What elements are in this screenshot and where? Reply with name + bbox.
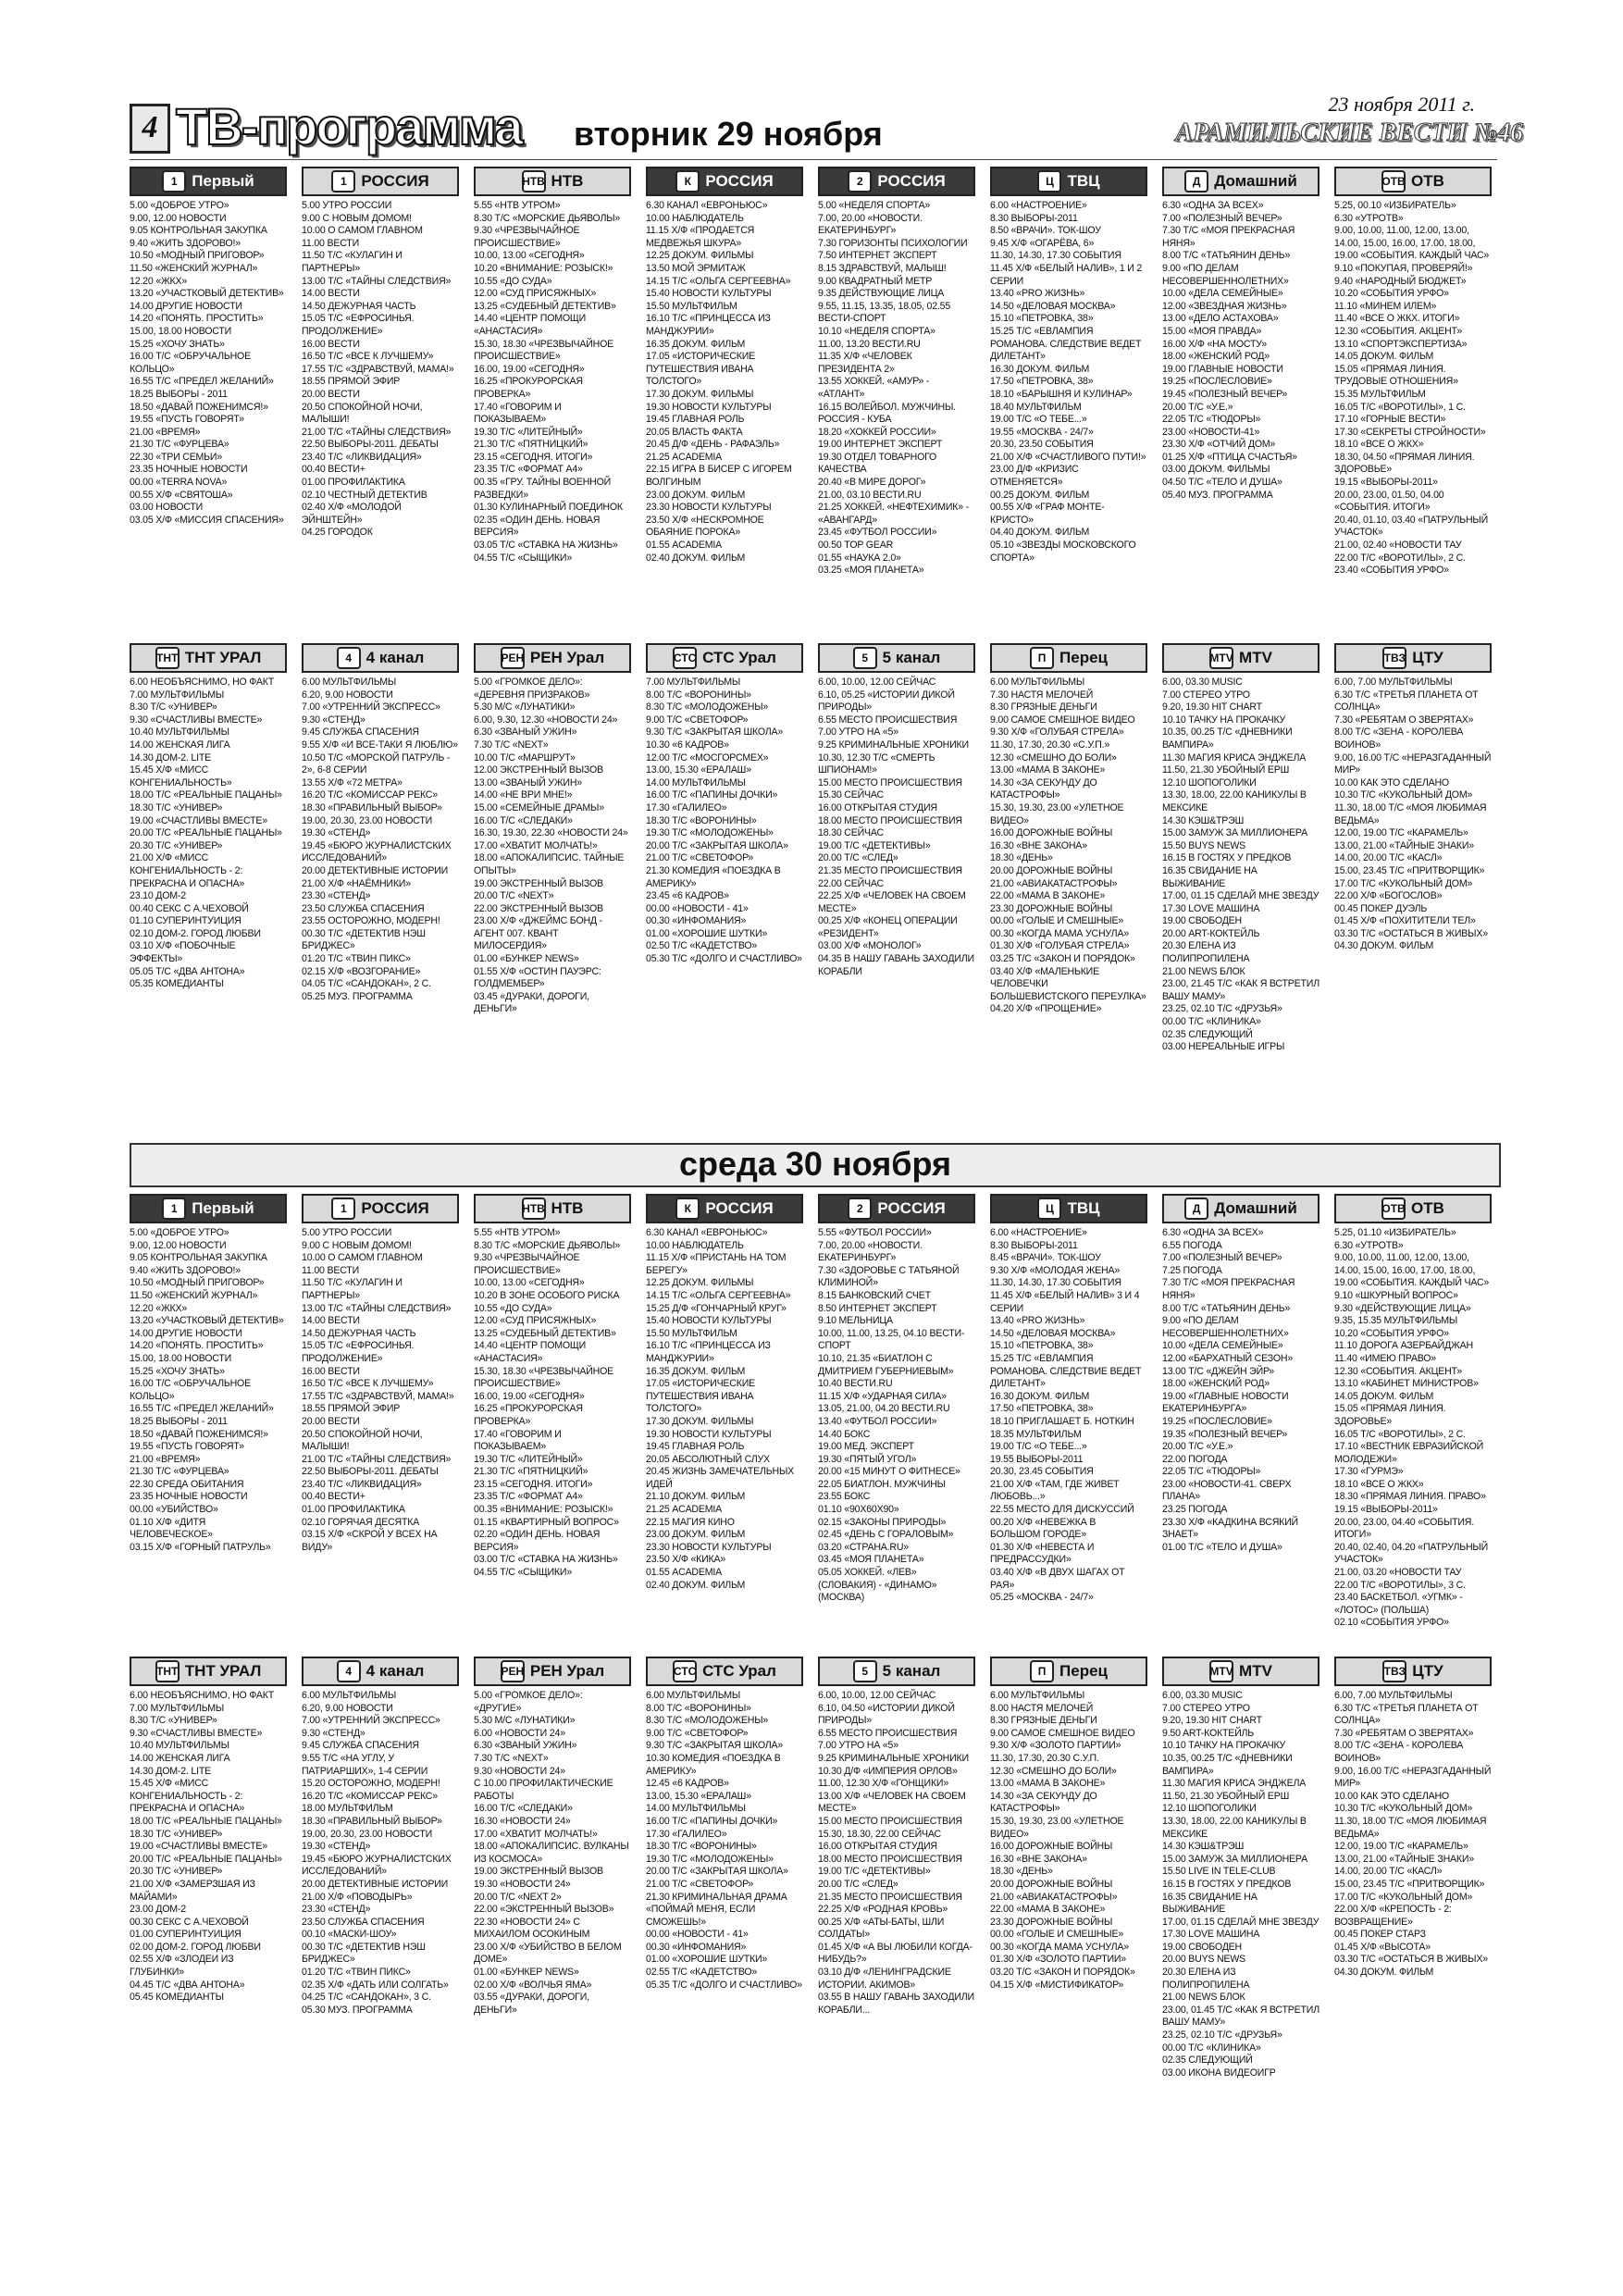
- channel-name: ТВЦ: [1067, 172, 1100, 190]
- channel-listings: 5.00 «ГРОМКОЕ ДЕЛО»: «ДЕРЕВНЯ ПРИЗРАКОВ» 5.30 М/С «ЛУНАТИКИ» 6.00, 9.30, 12.30 «НОВОСТИ 24» 6.30 «ЗВАНЫЙ УЖИН» 7.30 Т/С «NEXT» 10.00 Т/С «МАРШРУТ» 12.00 ЭКСТРЕННЫЙ ВЫЗОВ 13.00 «ЗВАНЫЙ УЖИН» 14.00 «НЕ ВРИ МНЕ!» 15.00 «СЕМЕЙНЫЕ ДРАМЫ» 16.00 Т/С «СЛЕДАКИ» 16.30, 19.30, 22.30 «НОВОСТИ 24» 17.00 «ХВАТИТ МОЛЧАТЬ!» 18.00 «АПОКАЛИПСИС. ТАЙНЫЕ ОПЫТЫ» 19.00 ЭКСТРЕННЫЙ ВЫЗОВ 20.00 Т/С «NEXT» 22.00 ЭКСТРЕННЫЙ ВЫЗОВ 23.00 Х/Ф «ДЖЕЙМС БОНД - АГЕНТ 007. КВАНТ МИЛОСЕРДИЯ» 01.00 «БУНКЕР NEWS» 01.55 Х/Ф «ОСТИН ПАУЭРС: ГОЛДМЕМБЕР» 03.45 «ДУРАКИ, ДОРОГИ, ДЕНЬГИ»: [474, 676, 628, 1015]
- channel-block: [474, 167, 631, 565]
- channel-block: [1162, 643, 1319, 1054]
- channel-name: СТС Урал: [702, 649, 776, 666]
- channel-listings: 6.00 МУЛЬТФИЛЬМЫ 8.00 Т/С «ВОРОНИНЫ» 8.30 Т/С «МОЛОДОЖЕНЫ» 9.00 Т/С «СВЕТОФОР» 9.30 Т/С «ЗАКРЫТАЯ ШКОЛА» 10.30 КОМЕДИЯ «ПОЕЗДКА В АМЕРИКУ» 12.45 «6 КАДРОВ» 13.00, 15.30 «ЕРАЛАШ» 14.00 МУЛЬТФИЛЬМЫ 16.00 Т/С «ПАПИНЫ ДОЧКИ» 17.30 «ГАЛИЛЕО» 18.30 Т/С «ВОРОНИНЫ» 19.30 Т/С «МОЛОДОЖЕНЫ» 20.00 Т/С «ЗАКРЫТАЯ ШКОЛА» 21.00 Т/С «СВЕТОФОР» 21.30 КРИМИНАЛЬНАЯ ДРАМА «ПОЙМАЙ МЕНЯ, ЕСЛИ СМОЖЕШЬ!» 00.00 «НОВОСТИ - 41» 00.30 «ИНФОМАНИЯ» 01.00 «ХОРОШИЕ ШУТКИ» 02.55 Т/С «КАДЕТСТВО» 05.35 Т/С «ДОЛГО И СЧАСТЛИВО»: [646, 1690, 802, 1991]
- channel-listings: 5.00 «ДОБРОЕ УТРО» 9.00, 12.00 НОВОСТИ 9.05 КОНТРОЛЬНАЯ ЗАКУПКА 9.40 «ЖИТЬ ЗДОРОВО!» 10.50 «МОДНЫЙ ПРИГОВОР» 11.50 «ЖЕНСКИЙ ЖУРНАЛ» 12.20 «ЖКХ» 13.20 «УЧАСТКОВЫЙ ДЕТЕКТИВ» 14.00 ДРУГИЕ НОВОСТИ 14.20 «ПОНЯТЬ. ПРОСТИТЬ» 15.00, 18.00 НОВОСТИ 15.25 «ХОЧУ ЗНАТЬ» 16.00 Т/С «ОБРУЧАЛЬНОЕ КОЛЬЦО» 16.55 Т/С «ПРЕДЕЛ ЖЕЛАНИЙ» 18.25 ВЫБОРЫ - 2011 18.50 «ДАВАЙ ПОЖЕНИМСЯ!» 19.55 «ПУСТЬ ГОВОРЯТ» 21.00 «ВРЕМЯ» 21.30 Т/С «ФУРЦЕВА» 22.30 «ТРИ СЕМЬИ» 23.35 НОЧНЫЕ НОВОСТИ 00.00 «TERRA NOVA» 00.55 Х/Ф «СВЯТОША» 03.00 НОВОСТИ 03.05 Х/Ф «МИССИЯ СПАСЕНИЯ»: [130, 200, 284, 526]
- channel-name: ТНТ УРАЛ: [184, 1662, 262, 1680]
- channel-header: [1162, 1194, 1319, 1223]
- channel-header: [302, 167, 459, 196]
- channel-logo-icon: НТВ: [522, 1198, 546, 1220]
- channel-logo-icon: 1: [331, 1198, 355, 1220]
- channel-header: [990, 167, 1147, 196]
- channel-name: РЕН Урал: [529, 1662, 605, 1680]
- channel-logo-icon: СТС: [673, 1660, 697, 1682]
- channel-logo-icon: Ц: [1037, 170, 1061, 192]
- channel-logo-icon: НТВ: [522, 170, 546, 192]
- channel-name: ЦТУ: [1412, 649, 1443, 666]
- issue-number: №46: [1473, 118, 1523, 147]
- channel-listings: 5.00 «ГРОМКОЕ ДЕЛО»: «ДРУГИЕ» 5.30 М/С «ЛУНАТИКИ» 6.00 «НОВОСТИ 24» 6.30 «ЗВАНЫЙ УЖИН» 7.30 Т/С «NEXT» 9.30 «НОВОСТИ 24» С 10.00 ПРОФИЛАКТИЧЕСКИЕ РАБОТЫ 16.00 Т/С «СЛЕДАКИ» 16.30 «НОВОСТИ 24» 17.00 «ХВАТИТ МОЛЧАТЬ!» 18.00 «АПОКАЛИПСИС. ВУЛКАНЫ ИЗ КОСМОСА» 19.00 ЭКСТРЕННЫЙ ВЫЗОВ 19.30 «НОВОСТИ 24» 20.00 Т/С «NEXT 2» 22.00 «ЭКСТРЕННЫЙ ВЫЗОВ» 22.30 «НОВОСТИ 24» С МИХАИЛОМ ОСОКИНЫМ 23.00 Х/Ф «УБИЙСТВО В БЕЛОМ ДОМЕ» 01.00 «БУНКЕР NEWS» 02.00 Х/Ф «ВОЛЧЬЯ ЯМА» 03.55 «ДУРАКИ, ДОРОГИ, ДЕНЬГИ»: [474, 1690, 629, 2016]
- channel-name: MTV: [1239, 649, 1272, 666]
- channel-header: [474, 643, 631, 673]
- channel-header: [130, 167, 287, 196]
- channel-logo-icon: Ц: [1037, 1198, 1061, 1220]
- channel-listings: 6.00, 03.30 MUSIC 7.00 СТЕРЕО УТРО 9.20, 19.30 HIT CHART 10.10 ТАЧКУ НА ПРОКАЧКУ 10.35, 00.25 Т/С «ДНЕВНИКИ ВАМПИРА» 11.30 МАГИЯ КРИСА ЭНДЖЕЛА 11.50, 21.30 УБОЙНЫЙ ЕРШ 12.10 ШОПОГОЛИКИ 13.30, 18.00, 22.00 КАНИКУЛЫ В МЕКСИКЕ 14.30 КЭШ&ТРЭШ 15.00 ЗАМУЖ ЗА МИЛЛИОНЕРА 15.50 BUYS NEWS 16.15 В ГОСТЯХ У ПРЕДКОВ 16.35 СВИДАНИЕ НА ВЫЖИВАНИЕ 17.00, 01.15 СДЕЛАЙ МНЕ ЗВЕЗДУ 17.30 LOVE МАШИНА 19.00 СВОБОДЕН 20.00 ART-КОКТЕЙЛЬ 20.30 ЕЛЕНА ИЗ ПОЛИПРОПИЛЕНА 21.00 NEWS БЛОК 23.00, 21.45 Т/С «КАК Я ВСТРЕТИЛ ВАШУ МАМУ» 23.25, 02.10 Т/С «ДРУЗЬЯ» 00.00 Т/С «КЛИНИКА» 02.35 СЛЕДУЮЩИЙ 03.00 НЕРЕАЛЬНЫЕ ИГРЫ: [1162, 676, 1319, 1053]
- channel-header: [818, 643, 975, 673]
- channel-listings: 5.00 «НЕДЕЛЯ СПОРТА» 7.00, 20.00 «НОВОСТИ. ЕКАТЕРИНБУРГ» 7.30 ГОРИЗОНТЫ ПСИХОЛОГИИ 7.50 ИНТЕРНЕТ ЭКСПЕРТ 8.15 ЗДРАВСТВУЙ, МАЛЫШ! 9.00 КВАДРАТНЫЙ МЕТР 9.35 ДЕЙСТВУЮЩИЕ ЛИЦА 9.55, 11.15, 13.35, 18.05, 02.55 ВЕСТИ-СПОРТ 10.10 «НЕДЕЛЯ СПОРТА» 11.00, 13.20 ВЕСТИ.RU 11.35 Х/Ф «ЧЕЛОВЕК ПРЕЗИДЕНТА 2» 13.55 ХОККЕЙ. «АМУР» - «АТЛАНТ» 16.15 ВОЛЕЙБОЛ. МУЖЧИНЫ. РОССИЯ - КУБА 18.20 «ХОККЕЙ РОССИИ» 19.00 ИНТЕРНЕТ ЭКСПЕРТ 19.30 ОТДЕЛ ТОВАРНОГО КАЧЕСТВА 20.40 «В МИРЕ ДОРОГ» 21.00, 03.10 ВЕСТИ.RU 21.25 ХОККЕЙ. «НЕФТЕХИМИК» - «АВАНГАРД» 23.45 «ФУТБОЛ РОССИИ» 00.50 TOP GEAR 01.55 «НАУКА 2.0» 03.25 «МОЯ ПЛАНЕТА»: [818, 200, 969, 577]
- channel-name: 4 канал: [365, 649, 425, 666]
- channel-listings: 6.30 КАНАЛ «ЕВРОНЬЮС» 10.00 НАБЛЮДАТЕЛЬ 11.15 Х/Ф «ПРИСТАНЬ НА ТОМ БЕРЕГУ» 12.25 ДОКУМ. ФИЛЬМЫ 14.15 Т/С «ОЛЬГА СЕРГЕЕВНА» 15.25 Д/Ф «ГОНЧАРНЫЙ КРУГ» 15.40 НОВОСТИ КУЛЬТУРЫ 15.50 МУЛЬТФИЛЬМ 16.10 Т/С «ПРИНЦЕССА ИЗ МАНДЖУРИИ» 16.35 ДОКУМ. ФИЛЬМ 17.05 «ИСТОРИЧЕСКИЕ ПУТЕШЕСТВИЯ ИВАНА ТОЛСТОГО» 17.30 ДОКУМ. ФИЛЬМЫ 19.30 НОВОСТИ КУЛЬТУРЫ 19.45 ГЛАВНАЯ РОЛЬ 20.05 АБСОЛЮТНЫЙ СЛУХ 20.45 ЖИЗНЬ ЗАМЕЧАТЕЛЬНЫХ ИДЕЙ 21.10 ДОКУМ. ФИЛЬМ 21.25 ACADEMIA 22.15 МАГИЯ КИНО 23.00 ДОКУМ. ФИЛЬМ 23.30 НОВОСТИ КУЛЬТУРЫ 23.50 Х/Ф «КИКА» 01.55 ACADEMIA 02.40 ДОКУМ. ФИЛЬМ: [646, 1227, 794, 1591]
- header-rule: [130, 159, 1497, 160]
- channel-header: [990, 643, 1147, 673]
- channel-header: [302, 1194, 459, 1223]
- channel-listings: 5.00 УТРО РОССИИ 9.00 С НОВЫМ ДОМОМ! 10.00 О САМОМ ГЛАВНОМ 11.00 ВЕСТИ 11.50 Т/С «КУЛАГИН И ПАРТНЕРЫ» 13.00 Т/С «ТАЙНЫ СЛЕДСТВИЯ» 14.00 ВЕСТИ 14.50 ДЕЖУРНАЯ ЧАСТЬ 15.05 Т/С «ЕФРОСИНЬЯ. ПРОДОЛЖЕНИЕ» 16.00 ВЕСТИ 16.50 Т/С «ВСЕ К ЛУЧШЕМУ» 17.55 Т/С «ЗДРАВСТВУЙ, МАМА!» 18.55 ПРЯМОЙ ЭФИР 20.00 ВЕСТИ 20.50 СПОКОЙНОЙ НОЧИ, МАЛЫШИ! 21.00 Т/С «ТАЙНЫ СЛЕДСТВИЯ» 22.50 ВЫБОРЫ-2011. ДЕБАТЫ 23.40 Т/С «ЛИКВИДАЦИЯ» 00.40 ВЕСТИ+ 01.00 ПРОФИЛАКТИКА 02.10 ГОРЯЧАЯ ДЕСЯТКА 03.15 Х/Ф «СКРОЙ У ВСЕХ НА ВИДУ»: [302, 1227, 454, 1553]
- channel-header: [302, 1657, 459, 1686]
- channel-header: [130, 643, 287, 673]
- channel-listings: 7.00 МУЛЬТФИЛЬМЫ 8.00 Т/С «ВОРОНИНЫ» 8.30 Т/С «МОЛОДОЖЕНЫ» 9.00 Т/С «СВЕТОФОР» 9.30 Т/С «ЗАКРЫТАЯ ШКОЛА» 10.30 «6 КАДРОВ» 12.00 Т/С «МОСГОРСМЕХ» 13.00, 15.30 «ЕРАЛАШ» 14.00 МУЛЬТФИЛЬМЫ 16.00 Т/С «ПАПИНЫ ДОЧКИ» 17.30 «ГАЛИЛЕО» 18.30 Т/С «ВОРОНИНЫ» 19.30 Т/С «МОЛОДОЖЕНЫ» 20.00 Т/С «ЗАКРЫТАЯ ШКОЛА» 21.00 Т/С «СВЕТОФОР» 21.30 КОМЕДИЯ «ПОЕЗДКА В АМЕРИКУ» 23.45 «6 КАДРОВ» 00.00 «НОВОСТИ - 41» 00.30 «ИНФОМАНИЯ» 01.00 «ХОРОШИЕ ШУТКИ» 02.50 Т/С «КАДЕТСТВО» 05.30 Т/С «ДОЛГО И СЧАСТЛИВО»: [646, 676, 802, 965]
- channel-header: [1334, 1194, 1492, 1223]
- channel-listings: 5.55 «НТВ УТРОМ» 8.30 Т/С «МОРСКИЕ ДЬЯВОЛЫ» 9.30 «ЧРЕЗВЫЧАЙНОЕ ПРОИСШЕСТВИЕ» 10.00, 13.00 «СЕГОДНЯ» 10.20 «ВНИМАНИЕ: РОЗЫСК!» 10.55 «ДО СУДА» 12.00 «СУД ПРИСЯЖНЫХ» 13.25 «СУДЕБНЫЙ ДЕТЕКТИВ» 14.40 «ЦЕНТР ПОМОЩИ «АНАСТАСИЯ» 15.30, 18.30 «ЧРЕЗВЫЧАЙНОЕ ПРОИСШЕСТВИЕ» 16.00, 19.00 «СЕГОДНЯ» 16.25 «ПРОКУРОРСКАЯ ПРОВЕРКА» 17.40 «ГОВОРИМ И ПОКАЗЫВАЕМ» 19.30 Т/С «ЛИТЕЙНЫЙ» 21.30 Т/С «ПЯТНИЦКИЙ» 23.15 «СЕГОДНЯ. ИТОГИ» 23.35 Т/С «ФОРМАТ А4» 00.35 «ГРУ. ТАЙНЫ ВОЕННОЙ РАЗВЕДКИ» 01.30 КУЛИНАРНЫЙ ПОЕДИНОК 02.35 «ОДИН ДЕНЬ. НОВАЯ ВЕРСИЯ» 03.05 Т/С «СТАВКА НА ЖИЗНЬ» 04.55 Т/С «СЫЩИКИ»: [474, 200, 623, 564]
- channel-header: [1334, 167, 1492, 196]
- channel-header: [646, 167, 803, 196]
- channel-name: Домашний: [1214, 172, 1297, 190]
- channel-listings: 5.25, 00.10 «ИЗБИРАТЕЛЬ» 6.30 «УТРОТВ» 9.00, 10.00, 11.00, 12.00, 13.00, 14.00, 15.00, 16.00, 17.00, 18.00, 19.00 «СОБЫТИЯ. КАЖДЫЙ ЧАС» 9.10 «ПОКУПАЯ, ПРОВЕРЯЙ!» 9.40 «НАРОДНЫЙ БЮДЖЕТ» 10.20 «СОБЫТИЯ УРФО» 11.10 «МИНЕМ ИЛЕМ» 11.40 «ВСЕ О ЖКХ. ИТОГИ» 12.30 «СОБЫТИЯ. АКЦЕНТ» 13.10 «СПОРТЭКСПЕРТИЗА» 14.05 ДОКУМ. ФИЛЬМ 15.05 «ПРЯМАЯ ЛИНИЯ. ТРУДОВЫЕ ОТНОШЕНИЯ» 15.35 МУЛЬТФИЛЬМ 16.05 Т/С «ВОРОТИЛЫ», 1 С. 17.10 «ГОРНЫЕ ВЕСТИ» 17.30 «СЕКРЕТЫ СТРОЙНОСТИ» 18.10 «ВСЕ О ЖКХ» 18.30, 04.50 «ПРЯМАЯ ЛИНИЯ. ЗДОРОВЬЕ» 19.15 «ВЫБОРЫ-2011» 20.00, 23.00, 01.50, 04.00 «СОБЫТИЯ. ИТОГИ» 20.40, 01.10, 03.40 «ПАТРУЛЬНЫЙ УЧАСТОК» 21.00, 02.40 «НОВОСТИ ТАУ 22.00 Т/С «ВОРОТИЛЫ», 2 С. 23.40 «СОБЫТИЯ УРФО»: [1334, 200, 1490, 577]
- channel-header: [1162, 1657, 1319, 1686]
- channel-header: [474, 1657, 631, 1686]
- channel-name: НТВ: [551, 1199, 584, 1217]
- channel-name: 4 канал: [365, 1662, 425, 1680]
- channel-listings: 5.55 «НТВ УТРОМ» 8.30 Т/С «МОРСКИЕ ДЬЯВОЛЫ» 9.30 «ЧРЕЗВЫЧАЙНОЕ ПРОИСШЕСТВИЕ» 10.00, 13.00 «СЕГОДНЯ» 10.20 В ЗОНЕ ОСОБОГО РИСКА 10.55 «ДО СУДА» 12.00 «СУД ПРИСЯЖНЫХ» 13.25 «СУДЕБНЫЙ ДЕТЕКТИВ» 14.40 «ЦЕНТР ПОМОЩИ «АНАСТАСИЯ» 15.30, 18.30 «ЧРЕЗВЫЧАЙНОЕ ПРОИСШЕСТВИЕ» 16.00, 19.00 «СЕГОДНЯ» 16.25 «ПРОКУРОРСКАЯ ПРОВЕРКА» 17.40 «ГОВОРИМ И ПОКАЗЫВАЕМ» 19.30 Т/С «ЛИТЕЙНЫЙ» 21.30 Т/С «ПЯТНИЦКИЙ» 23.15 «СЕГОДНЯ. ИТОГИ» 23.35 Т/С «ФОРМАТ А4» 00.35 «ВНИМАНИЕ: РОЗЫСК!» 01.15 «КВАРТИРНЫЙ ВОПРОС» 02.20 «ОДИН ДЕНЬ. НОВАЯ ВЕРСИЯ» 03.00 Т/С «СТАВКА НА ЖИЗНЬ» 04.55 Т/С «СЫЩИКИ»: [474, 1227, 621, 1579]
- channel-listings: 6.30 КАНАЛ «ЕВРОНЬЮС» 10.00 НАБЛЮДАТЕЛЬ 11.15 Х/Ф «ПРОДАЕТСЯ МЕДВЕЖЬЯ ШКУРА» 12.25 ДОКУМ. ФИЛЬМЫ 13.50 МОЙ ЭРМИТАЖ 14.15 Т/С «ОЛЬГА СЕРГЕЕВНА» 15.40 НОВОСТИ КУЛЬТУРЫ 15.50 МУЛЬТФИЛЬМ 16.10 Т/С «ПРИНЦЕССА ИЗ МАНДЖУРИИ» 16.35 ДОКУМ. ФИЛЬМ 17.05 «ИСТОРИЧЕСКИЕ ПУТЕШЕСТВИЯ ИВАНА ТОЛСТОГО» 17.30 ДОКУМ. ФИЛЬМЫ 19.30 НОВОСТИ КУЛЬТУРЫ 19.45 ГЛАВНАЯ РОЛЬ 20.05 ВЛАСТЬ ФАКТА 20.45 Д/Ф «ДЕНЬ - РАФАЭЛЬ» 21.25 ACADEMIA 22.15 ИГРА В БИСЕР С ИГОРЕМ ВОЛГИНЫМ 23.00 ДОКУМ. ФИЛЬМ 23.30 НОВОСТИ КУЛЬТУРЫ 23.50 Х/Ф «НЕСКРОМНОЕ ОБАЯНИЕ ПОРОКА» 01.55 ACADEMIA 02.40 ДОКУМ. ФИЛЬМ: [646, 200, 792, 564]
- channel-logo-icon: К: [675, 170, 700, 192]
- channel-header: [818, 167, 975, 196]
- channel-listings: 6.00 МУЛЬТФИЛЬМЫ 8.00 НАСТЯ МЕЛОЧЕЙ 8.30 ГРЯЗНЫЕ ДЕНЬГИ 9.00 САМОЕ СМЕШНОЕ ВИДЕО 9.30 Х/Ф «ЗОЛОТО ПАРТИИ» 11.30, 17.30, 20.30 С.У.П. 12.30 «СМЕШНО ДО БОЛИ» 13.00 «МАМА В ЗАКОНЕ» 14.30 «ЗА СЕКУНДУ ДО КАТАСТРОФЫ» 15.30, 19.30, 23.00 «УЛЕТНОЕ ВИДЕО» 16.00 ДОРОЖНЫЕ ВОЙНЫ 16.30 «ВНЕ ЗАКОНА» 18.30 «ДЕНЬ» 20.00 ДОРОЖНЫЕ ВОЙНЫ 21.00 «АВИАКАТАСТРОФЫ» 22.00 «МАМА В ЗАКОНЕ» 23.30 ДОРОЖНЫЕ ВОЙНЫ 00.00 «ГОЛЫЕ И СМЕШНЫЕ» 00.30 «КОГДА МАМА УСНУЛА» 01.30 Х/Ф «ЗОЛОТО ПАРТИИ» 03.20 Т/С «ЗАКОН И ПОРЯДОК» 04.15 Х/Ф «МИСТИФИКАТОР»: [990, 1690, 1135, 1991]
- channel-block: [818, 643, 975, 978]
- channel-block: [1334, 167, 1492, 577]
- channel-name: РОССИЯ: [361, 172, 429, 190]
- channel-header: [1334, 643, 1492, 673]
- issue-date: 23 ноября 2011 г.: [1328, 93, 1475, 116]
- channel-name: ТВЦ: [1067, 1199, 1100, 1217]
- channel-block: [130, 167, 287, 527]
- channel-block: [130, 1194, 287, 1554]
- channel-logo-icon: Д: [1184, 170, 1208, 192]
- channel-name: ЦТУ: [1412, 1662, 1443, 1680]
- channel-header: [646, 1194, 803, 1223]
- channel-listings: 6.00, 7.00 МУЛЬТФИЛЬМЫ 6.30 Т/С «ТРЕТЬЯ ПЛАНЕТА ОТ СОЛНЦА» 7.30 «РЕБЯТАМ О ЗВЕРЯТАХ» 8.00 Т/С «ЗЕНА - КОРОЛЕВА ВОИНОВ» 9.00, 16.00 Т/С «НЕРАЗГАДАННЫЙ МИР» 10.00 КАК ЭТО СДЕЛАНО 10.30 Т/С «КУКОЛЬНЫЙ ДОМ» 11.30, 18.00 Т/С «МОЯ ЛЮБИМАЯ ВЕДЬМА» 12.00, 19.00 Т/С «КАРАМЕЛЬ» 13.00, 21.00 «ТАЙНЫЕ ЗНАКИ» 14.00, 20.00 Т/С «КАСЛ» 15.00, 23.45 Т/С «ПРИТВОРЩИК» 17.00 Т/С «КУКОЛЬНЫЙ ДОМ» 22.00 Х/Ф «КРЕПОСТЬ - 2: ВОЗВРАЩЕНИЕ» 00.45 ПОКЕР СТАРЗ 01.45 Х/Ф «ВЫСОТА» 03.30 Т/С «ОСТАТЬСЯ В ЖИВЫХ» 04.30 ДОКУМ. ФИЛЬМ: [1334, 1690, 1492, 1979]
- channel-listings: 6.00 МУЛЬТФИЛЬМЫ 6.20, 9.00 НОВОСТИ 7.00 «УТРЕННИЙ ЭКСПРЕСС» 9.30 «СТЕНД» 9.45 СЛУЖБА СПАСЕНИЯ 9.55 Х/Ф «И ВСЕ-ТАКИ Я ЛЮБЛЮ» 10.50 Т/С «МОРСКОЙ ПАТРУЛЬ - 2», 6-8 СЕРИИ 13.55 Х/Ф «72 МЕТРА» 16.20 Т/С «КОМИССАР РЕКС» 18.30 «ПРАВИЛЬНЫЙ ВЫБОР» 19.00, 20.30, 23.00 НОВОСТИ 19.30 «СТЕНД» 19.45 «БЮРО ЖУРНАЛИСТСКИХ ИССЛЕДОВАНИЙ» 20.00 ДЕТЕКТИВНЫЕ ИСТОРИИ 21.00 Х/Ф «НАЁМНИКИ» 23.30 «СТЕНД» 23.50 СЛУЖБА СПАСЕНИЯ 23.55 ОСТОРОЖНО, МОДЕРН! 00.30 Т/С «ДЕТЕКТИВ НЭШ БРИДЖЕС» 01.20 Т/С «ТВИН ПИКС» 02.15 Х/Ф «ВОЗГОРАНИЕ» 04.05 Т/С «САНДОКАН», 2 С. 05.25 МУЗ. ПРОГРАММА: [302, 676, 458, 1002]
- channel-listings: 6.00 МУЛЬТФИЛЬМЫ 6.20, 9.00 НОВОСТИ 7.00 «УТРЕННИЙ ЭКСПРЕСС» 9.30 «СТЕНД» 9.45 СЛУЖБА СПАСЕНИЯ 9.55 Т/С «НА УГЛУ, У ПАТРИАРШИХ», 1-4 СЕРИИ 15.20 ОСТОРОЖНО, МОДЕРН! 16.20 Т/С «КОМИССАР РЕКС» 18.00 МУЛЬТФИЛЬМ 18.30 «ПРАВИЛЬНЫЙ ВЫБОР» 19.00, 20.30, 23.00 НОВОСТИ 19.30 «СТЕНД» 19.45 «БЮРО ЖУРНАЛИСТСКИХ ИССЛЕДОВАНИЙ» 20.00 ДЕТЕКТИВНЫЕ ИСТОРИИ 21.00 Х/Ф «ПОВОДЫРЬ» 23.30 «СТЕНД» 23.50 СЛУЖБА СПАСЕНИЯ 00.10 «МАСКИ-ШОУ» 00.30 Т/С «ДЕТЕКТИВ НЭШ БРИДЖЕС» 01.20 Т/С «ТВИН ПИКС» 02.35 Х/Ф «ДАТЬ ИЛИ СОЛГАТЬ» 04.25 Т/С «САНДОКАН», 3 С. 05.30 МУЗ. ПРОГРАММА: [302, 1690, 452, 2016]
- channel-block: [302, 1194, 459, 1554]
- channel-header: [1162, 643, 1319, 673]
- channel-block: [1162, 1657, 1319, 2079]
- channel-name: РОССИЯ: [361, 1199, 429, 1217]
- channel-listings: 6.00, 03.30 MUSIC 7.00 СТЕРЕО УТРО 9.20, 19.30 HIT CHART 9.50 ART-КОКТЕЙЛЬ 10.10 ТАЧКУ НА ПРОКАЧКУ 10.35, 00.25 Т/С «ДНЕВНИКИ ВАМПИРА» 11.30 МАГИЯ КРИСА ЭНДЖЕЛА 11.50, 21.30 УБОЙНЫЙ ЕРШ 12.10 ШОПОГОЛИКИ 13.30, 18.00, 22.00 КАНИКУЛЫ В МЕКСИКЕ 14.30 КЭШ&ТРЭШ 15.00 ЗАМУЖ ЗА МИЛЛИОНЕРА 15.50 LIVE IN TELE-CLUB 16.15 В ГОСТЯХ У ПРЕДКОВ 16.35 СВИДАНИЕ НА ВЫЖИВАНИЕ 17.00, 01.15 СДЕЛАЙ МНЕ ЗВЕЗДУ 17.30 LOVE МАШИНА 19.00 СВОБОДЕН 20.00 BUYS NEWS 20.30 ЕЛЕНА ИЗ ПОЛИПРОПИЛЕНА 21.00 NEWS БЛОК 23.00, 01.45 Т/С «КАК Я ВСТРЕТИЛ ВАШУ МАМУ» 23.25, 02.10 Т/С «ДРУЗЬЯ» 00.00 Т/С «КЛИНИКА» 02.35 СЛЕДУЮЩИЙ 03.00 ИКОНА ВИДЕОИГР: [1162, 1690, 1319, 2079]
- channel-logo-icon: ОТВ: [1381, 1198, 1406, 1220]
- channel-listings: 5.00 УТРО РОССИИ 9.00 С НОВЫМ ДОМОМ! 10.00 О САМОМ ГЛАВНОМ 11.00 ВЕСТИ 11.50 Т/С «КУЛАГИН И ПАРТНЕРЫ» 13.00 Т/С «ТАЙНЫ СЛЕДСТВИЯ» 14.00 ВЕСТИ 14.50 ДЕЖУРНАЯ ЧАСТЬ 15.05 Т/С «ЕФРОСИНЬЯ. ПРОДОЛЖЕНИЕ» 16.00 ВЕСТИ 16.50 Т/С «ВСЕ К ЛУЧШЕМУ» 17.55 Т/С «ЗДРАВСТВУЙ, МАМА!» 18.55 ПРЯМОЙ ЭФИР 20.00 ВЕСТИ 20.50 СПОКОЙНОЙ НОЧИ, МАЛЫШИ! 21.00 Т/С «ТАЙНЫ СЛЕДСТВИЯ» 22.50 ВЫБОРЫ-2011. ДЕБАТЫ 23.40 Т/С «ЛИКВИДАЦИЯ» 00.40 ВЕСТИ+ 01.00 ПРОФИЛАКТИКА 02.10 ЧЕСТНЫЙ ДЕТЕКТИВ 02.40 Х/Ф «МОЛОДОЙ ЭЙНШТЕЙН» 04.25 ГОРОДОК: [302, 200, 454, 539]
- channel-header: [646, 1657, 803, 1686]
- channel-block: [474, 1194, 631, 1580]
- channel-logo-icon: ТВЗ: [1382, 647, 1406, 669]
- channel-logo-icon: MTV: [1209, 1660, 1233, 1682]
- channel-name: ТНТ УРАЛ: [184, 649, 262, 666]
- channel-header: [990, 1657, 1147, 1686]
- wednesday-band: [130, 1143, 1501, 1187]
- channel-name: РОССИЯ: [877, 1199, 946, 1217]
- channel-logo-icon: ТВЗ: [1382, 1660, 1406, 1682]
- channel-logo-icon: MTV: [1209, 647, 1233, 669]
- channel-block: [990, 1657, 1147, 1992]
- channel-listings: 6.00 «НАСТРОЕНИЕ» 8.30 ВЫБОРЫ-2011 8.50 «ВРАЧИ». ТОК-ШОУ 9.45 Х/Ф «ОГАРЁВА, 6» 11.30, 14.30, 17.30 СОБЫТИЯ 11.45 Х/Ф «БЕЛЫЙ НАЛИВ», 1 И 2 СЕРИИ 13.40 «PRO ЖИЗНЬ» 14.50 «ДЕЛОВАЯ МОСКВА» 15.10 «ПЕТРОВКА, 38» 15.25 Т/С «ЕВЛАМПИЯ РОМАНОВА. СЛЕДСТВИЕ ВЕДЕТ ДИЛЕТАНТ» 16.30 ДОКУМ. ФИЛЬМ 17.50 «ПЕТРОВКА, 38» 18.10 «БАРЫШНЯ И КУЛИНАР» 18.40 МУЛЬТФИЛЬМ 19.00 Т/С «О ТЕБЕ...» 19.55 «МОСКВА - 24/7» 20.30, 23.50 СОБЫТИЯ 21.00 Х/Ф «СЧАСТЛИВОГО ПУТИ!» 23.00 Д/Ф «КРИЗИС ОТМЕНЯЕТСЯ» 00.25 ДОКУМ. ФИЛЬМ 00.55 Х/Ф «ГРАФ МОНТЕ-КРИСТО» 04.40 ДОКУМ. ФИЛЬМ 05.10 «ЗВЕЗДЫ МОСКОВСКОГО СПОРТА»: [990, 200, 1146, 564]
- channel-header: [130, 1194, 287, 1223]
- channel-logo-icon: СТС: [673, 647, 697, 669]
- newspaper-masthead: [1175, 118, 1523, 148]
- channel-name: 5 канал: [882, 1662, 941, 1680]
- channel-header: [1162, 167, 1319, 196]
- channel-logo-icon: 1: [331, 170, 355, 192]
- channel-listings: 6.00 НЕОБЪЯСНИМО, НО ФАКТ 7.00 МУЛЬТФИЛЬМЫ 8.30 Т/С «УНИВЕР» 9.30 «СЧАСТЛИВЫ ВМЕСТЕ» 10.40 МУЛЬТФИЛЬМЫ 14.00 ЖЕНСКАЯ ЛИГА 14.30 ДОМ-2. LITE 15.45 Х/Ф «МИСС КОНГЕНИАЛЬНОСТЬ» 18.00 Т/С «РЕАЛЬНЫЕ ПАЦАНЫ» 18.30 Т/С «УНИВЕР» 19.00 «СЧАСТЛИВЫ ВМЕСТЕ» 20.00 Т/С «РЕАЛЬНЫЕ ПАЦАНЫ» 20.30 Т/С «УНИВЕР» 21.00 Х/Ф «МИСС КОНГЕНИАЛЬНОСТЬ - 2: ПРЕКРАСНА И ОПАСНА» 23.10 ДОМ-2 00.40 СЕКС С А.ЧЕХОВОЙ 01.10 СУПЕРИНТУИЦИЯ 02.10 ДОМ-2. ГОРОД ЛЮБВИ 03.10 Х/Ф «ПОБОЧНЫЕ ЭФФЕКТЫ» 05.05 Т/С «ДВА АНТОНА» 05.35 КОМЕДИАНТЫ: [130, 676, 282, 990]
- channel-logo-icon: ТНТ: [155, 1660, 180, 1682]
- channel-block: [646, 643, 803, 966]
- channel-name: РЕН Урал: [529, 649, 605, 666]
- channel-header: [474, 167, 631, 196]
- channel-block: [1162, 167, 1319, 502]
- channel-logo-icon: 2: [848, 1198, 872, 1220]
- channel-name: Первый: [192, 1199, 254, 1217]
- channel-logo-icon: 5: [853, 1660, 877, 1682]
- channel-block: [474, 1657, 631, 2017]
- channel-name: Перец: [1059, 649, 1108, 666]
- channel-logo-icon: 2: [848, 170, 872, 192]
- channel-listings: 6.00 НЕОБЪЯСНИМО, НО ФАКТ 7.00 МУЛЬТФИЛЬМЫ 8.30 Т/С «УНИВЕР» 9.30 «СЧАСТЛИВЫ ВМЕСТЕ» 10.40 МУЛЬТФИЛЬМЫ 14.00 ЖЕНСКАЯ ЛИГА 14.30 ДОМ-2. LITE 15.45 Х/Ф «МИСС КОНГЕНИАЛЬНОСТЬ - 2: ПРЕКРАСНА И ОПАСНА» 18.00 Т/С «РЕАЛЬНЫЕ ПАЦАНЫ» 18.30 Т/С «УНИВЕР» 19.00 «СЧАСТЛИВЫ ВМЕСТЕ» 20.00 Т/С «РЕАЛЬНЫЕ ПАЦАНЫ» 20.30 Т/С «УНИВЕР» 21.00 Х/Ф «ЗАМЕРЗШАЯ ИЗ МАЙАМИ» 23.00 ДОМ-2 00.30 СЕКС С А.ЧЕХОВОЙ 01.00 СУПЕРИНТУИЦИЯ 02.00 ДОМ-2. ГОРОД ЛЮБВИ 02.55 Х/Ф «ЗЛОДЕИ ИЗ ГЛУБИНКИ» 04.45 Т/С «ДВА АНТОНА» 05.45 КОМЕДИАНТЫ: [130, 1690, 282, 2004]
- channel-block: [302, 643, 459, 1003]
- channel-header: [302, 643, 459, 673]
- channel-header: [990, 1194, 1147, 1223]
- newspaper-name: АРАМИЛЬСКИЕ ВЕСТИ: [1175, 118, 1468, 147]
- channel-block: [1162, 1194, 1319, 1554]
- channel-name: MTV: [1239, 1662, 1272, 1680]
- channel-header: [818, 1194, 975, 1223]
- channel-block: [1334, 1194, 1492, 1630]
- channel-block: [302, 1657, 459, 2017]
- channel-block: [646, 167, 803, 565]
- channel-logo-icon: РЕН: [501, 647, 525, 669]
- channel-logo-icon: 5: [853, 647, 877, 669]
- page-number: 4: [130, 104, 170, 154]
- channel-logo-icon: 4: [337, 1660, 361, 1682]
- channel-name: ОТВ: [1411, 1199, 1444, 1217]
- channel-name: 5 канал: [882, 649, 941, 666]
- channel-name: НТВ: [551, 172, 584, 190]
- channel-logo-icon: П: [1030, 1660, 1054, 1682]
- channel-logo-icon: 1: [162, 1198, 186, 1220]
- channel-logo-icon: П: [1030, 647, 1054, 669]
- channel-listings: 6.30 «ОДНА ЗА ВСЕХ» 7.00 «ПОЛЕЗНЫЙ ВЕЧЕР» 7.30 Т/С «МОЯ ПРЕКРАСНАЯ НЯНЯ» 8.00 Т/С «ТАТЬЯНИН ДЕНЬ» 9.00 «ПО ДЕЛАМ НЕСОВЕРШЕННОЛЕТНИХ» 10.00 «ДЕЛА СЕМЕЙНЫЕ» 12.00 «ЗВЕЗДНАЯ ЖИЗНЬ» 13.00 «ДЕЛО АСТАХОВА» 15.00 «МОЯ ПРАВДА» 16.00 Х/Ф «НА МОСТУ» 18.00 «ЖЕНСКИЙ РОД» 19.00 ГЛАВНЫЕ НОВОСТИ 19.25 «ПОСЛЕСЛОВИЕ» 19.45 «ПОЛЕЗНЫЙ ВЕЧЕР» 20.00 Т/С «У.Е.» 22.05 Т/С «ТЮДОРЫ» 23.00 «НОВОСТИ-41» 23.30 Х/Ф «ОТЧИЙ ДОМ» 01.25 Х/Ф «ПТИЦА СЧАСТЬЯ» 03.00 ДОКУМ. ФИЛЬМЫ 04.50 Т/С «ТЕЛО И ДУША» 05.40 МУЗ. ПРОГРАММА: [1162, 200, 1297, 501]
- channel-listings: 5.00 «ДОБРОЕ УТРО» 9.00, 12.00 НОВОСТИ 9.05 КОНТРОЛЬНАЯ ЗАКУПКА 9.40 «ЖИТЬ ЗДОРОВО!» 10.50 «МОДНЫЙ ПРИГОВОР» 11.50 «ЖЕНСКИЙ ЖУРНАЛ» 12.20 «ЖКХ» 13.20 «УЧАСТКОВЫЙ ДЕТЕКТИВ» 14.00 ДРУГИЕ НОВОСТИ 14.20 «ПОНЯТЬ. ПРОСТИТЬ» 15.00, 18.00 НОВОСТИ 15.25 «ХОЧУ ЗНАТЬ» 16.00 Т/С «ОБРУЧАЛЬНОЕ КОЛЬЦО» 16.55 Т/С «ПРЕДЕЛ ЖЕЛАНИЙ» 18.25 ВЫБОРЫ - 2011 18.50 «ДАВАЙ ПОЖЕНИМСЯ!» 19.55 «ПУСТЬ ГОВОРЯТ» 21.00 «ВРЕМЯ» 21.30 Т/С «ФУРЦЕВА» 22.30 СРЕДА ОБИТАНИЯ 23.35 НОЧНЫЕ НОВОСТИ 00.00 «УБИЙСТВО» 01.10 Х/Ф «ДИТЯ ЧЕЛОВЕЧЕСКОЕ» 03.15 Х/Ф «ГОРНЫЙ ПАТРУЛЬ»: [130, 1227, 284, 1553]
- channel-header: [818, 1657, 975, 1686]
- channel-header: [646, 643, 803, 673]
- channel-name: Первый: [192, 172, 254, 190]
- channel-block: [818, 1194, 975, 1605]
- channel-listings: 5.55 «ФУТБОЛ РОССИИ» 7.00, 20.00 «НОВОСТИ. ЕКАТЕРИНБУРГ» 7.30 «ЗДОРОВЬЕ С ТАТЬЯНОЙ КЛИМИНОЙ» 8.15 БАНКОВСКИЙ СЧЕТ 8.50 ИНТЕРНЕТ ЭКСПЕРТ 9.10 МЕЛЬНИЦА 10.00, 11.00, 13.25, 04.10 ВЕСТИ-СПОРТ 10.10, 21.35 «БИАТЛОН С ДМИТРИЕМ ГУБЕРНИЕВЫМ» 10.40 ВЕСТИ.RU 11.15 Х/Ф «УДАРНАЯ СИЛА» 13.05, 21.00, 04.20 ВЕСТИ.RU 13.40 «ФУТБОЛ РОССИИ» 14.40 БОКС 19.00 МЕД. ЭКСПЕРТ 19.30 «ПЯТЫЙ УГОЛ» 20.00 «15 МИНУТ О ФИТНЕСЕ» 22.05 БИАТЛОН. МУЖЧИНЫ 23.55 БОКС 01.10 «90X60X90» 02.15 «ЗАКОНЫ ПРИРОДЫ» 02.45 «ДЕНЬ С ГОРАЛОВЫМ» 03.20 «СТРАНА.RU» 03.45 «МОЯ ПЛАНЕТА» 05.05 ХОККЕЙ. «ЛЕВ» (СЛОВАКИЯ) - «ДИНАМО» (МОСКВА): [818, 1227, 965, 1604]
- channel-logo-icon: К: [675, 1198, 700, 1220]
- channel-listings: 6.00, 10.00, 12.00 СЕЙЧАС 6.10, 05.25 «ИСТОРИИ ДИКОЙ ПРИРОДЫ» 6.55 МЕСТО ПРОИСШЕСТВИЯ 7.00 УТРО НА «5» 9.25 КРИМИНАЛЬНЫЕ ХРОНИКИ 10.30, 12.30 Т/С «СМЕРТЬ ШПИОНАМ!» 15.00 МЕСТО ПРОИСШЕСТВИЯ 15.30 СЕЙЧАС 16.00 ОТКРЫТАЯ СТУДИЯ 18.00 МЕСТО ПРОИСШЕСТВИЯ 18.30 СЕЙЧАС 19.00 Т/С «ДЕТЕКТИВЫ» 20.00 Т/С «СЛЕД» 21.35 МЕСТО ПРОИСШЕСТВИЯ 22.00 СЕЙЧАС 22.25 Х/Ф «ЧЕЛОВЕК НА СВОЕМ МЕСТЕ» 00.25 Х/Ф «КОНЕЦ ОПЕРАЦИИ «РЕЗИДЕНТ» 03.00 Х/Ф «МОНОЛОГ» 04.35 В НАШУ ГАВАНЬ ЗАХОДИЛИ КОРАБЛИ: [818, 676, 974, 977]
- channel-name: РОССИЯ: [705, 1199, 774, 1217]
- channel-block: [818, 167, 975, 577]
- channel-listings: 6.00, 10.00, 12.00 СЕЙЧАС 6.10, 04.50 «ИСТОРИИ ДИКОЙ ПРИРОДЫ» 6.55 МЕСТО ПРОИСШЕСТВИЯ 7.00 УТРО НА «5» 9.25 КРИМИНАЛЬНЫЕ ХРОНИКИ 10.30 Д/Ф «ИМПЕРИЯ ОРЛОВ» 11.00, 12.30 Х/Ф «ГОНЩИКИ» 13.00 Х/Ф «ЧЕЛОВЕК НА СВОЕМ МЕСТЕ» 15.00 МЕСТО ПРОИСШЕСТВИЯ 15.30, 18.30, 22.00 СЕЙЧАС 16.00 ОТКРЫТАЯ СТУДИЯ 18.00 МЕСТО ПРОИСШЕСТВИЯ 19.00 Т/С «ДЕТЕКТИВЫ» 20.00 Т/С «СЛЕД» 21.35 МЕСТО ПРОИСШЕСТВИЯ 22.25 Х/Ф «РОДНАЯ КРОВЬ» 00.25 Х/Ф «АТЫ-БАТЫ, ШЛИ СОЛДАТЫ» 01.45 Х/Ф «А ВЫ ЛЮБИЛИ КОГДА-НИБУДЬ?» 03.10 Д/Ф «ЛЕНИНГРАДСКИЕ ИСТОРИИ. АКИМОВ» 03.55 В НАШУ ГАВАНЬ ЗАХОДИЛИ КОРАБЛИ...: [818, 1690, 974, 2016]
- day-title-tuesday: вторник 29 ноября: [574, 115, 883, 153]
- channel-block: [990, 643, 1147, 1016]
- channel-logo-icon: ТНТ: [155, 647, 180, 669]
- channel-name: РОССИЯ: [877, 172, 946, 190]
- channel-block: [302, 167, 459, 540]
- channel-name: СТС Урал: [702, 1662, 776, 1680]
- channel-logo-icon: Д: [1184, 1198, 1208, 1220]
- channel-header: [130, 1657, 287, 1686]
- channel-block: [1334, 1657, 1492, 1980]
- channel-listings: 6.30 «ОДНА ЗА ВСЕХ» 6.55 ПОГОДА 7.00 «ПОЛЕЗНЫЙ ВЕЧЕР» 7.25 ПОГОДА 7.30 Т/С «МОЯ ПРЕКРАСНАЯ НЯНЯ» 8.00 Т/С «ТАТЬЯНИН ДЕНЬ» 9.00 «ПО ДЕЛАМ НЕСОВЕРШЕННОЛЕТНИХ» 10.00 «ДЕЛА СЕМЕЙНЫЕ» 12.00 «БАРХАТНЫЙ СЕЗОН» 13.00 Т/С «ДЖЕЙН ЭЙР» 18.00 «ЖЕНСКИЙ РОД» 19.00 «ГЛАВНЫЕ НОВОСТИ ЕКАТЕРИНБУРГА» 19.25 «ПОСЛЕСЛОВИЕ» 19.35 «ПОЛЕЗНЫЙ ВЕЧЕР» 20.00 Т/С «У.Е.» 22.00 ПОГОДА 22.05 Т/С «ТЮДОРЫ» 23.00 «НОВОСТИ-41. СВЕРХ ПЛАНА» 23.25 ПОГОДА 23.30 Х/Ф «КАДКИНА ВСЯКИЙ ЗНАЕТ» 01.00 Т/С «ТЕЛО И ДУША»: [1162, 1227, 1298, 1553]
- channel-block: [818, 1657, 975, 2017]
- channel-block: [130, 643, 287, 991]
- channel-name: Перец: [1059, 1662, 1108, 1680]
- channel-name: Домашний: [1214, 1199, 1297, 1217]
- channel-header: [474, 1194, 631, 1223]
- channel-block: [646, 1657, 803, 1992]
- channel-listings: 6.00 «НАСТРОЕНИЕ» 8.30 ВЫБОРЫ-2011 8.45 «ВРАЧИ». ТОК-ШОУ 9.30 Х/Ф «МОЛОДАЯ ЖЕНА» 11.30, 14.30, 17.30 СОБЫТИЯ 11.45 Х/Ф «БЕЛЫЙ НАЛИВ» 3 И 4 СЕРИИ 13.40 «PRO ЖИЗНЬ» 14.50 «ДЕЛОВАЯ МОСКВА» 15.10 «ПЕТРОВКА, 38» 15.25 Т/С «ЕВЛАМПИЯ РОМАНОВА. СЛЕДСТВИЕ ВЕДЕТ ДИЛЕТАНТ» 16.30 ДОКУМ. ФИЛЬМ 17.50 «ПЕТРОВКА, 38» 18.10 ПРИГЛАШАЕТ Б. НОТКИН 18.35 МУЛЬТФИЛЬМ 19.00 Т/С «О ТЕБЕ...» 19.55 ВЫБОРЫ-2011 20.30, 23.45 СОБЫТИЯ 21.00 Х/Ф «ТАМ, ГДЕ ЖИВЕТ ЛЮБОВЬ...» 22.55 МЕСТО ДЛЯ ДИСКУССИЙ 00.20 Х/Ф «НЕВЕЖКА В БОЛЬШОМ ГОРОДЕ» 01.30 Х/Ф «НЕВЕСТА И ПРЕДРАССУДКИ» 03.40 Х/Ф «В ДВУХ ШАГАХ ОТ РАЯ» 05.25 «МОСКВА - 24/7»: [990, 1227, 1142, 1604]
- channel-logo-icon: 1: [162, 170, 186, 192]
- channel-block: [474, 643, 631, 1016]
- channel-logo-icon: РЕН: [501, 1660, 525, 1682]
- channel-block: [646, 1194, 803, 1592]
- channel-listings: 5.25, 01.10 «ИЗБИРАТЕЛЬ» 6.30 «УТРОТВ» 9.00, 10.00, 11.00, 12.00, 13.00, 14.00, 15.00, 16.00, 17.00, 18.00, 19.00 «СОБЫТИЯ. КАЖДЫЙ ЧАС» 9.10 «ШКУРНЫЙ ВОПРОС» 9.30 «ДЕЙСТВУЮЩИЕ ЛИЦА» 9.35, 15.35 МУЛЬТФИЛЬМЫ 10.20 «СОБЫТИЯ УРФО» 11.10 ДОРОГА АЗЕРБАЙДЖАН 11.40 «ИМЕЮ ПРАВО» 12.30 «СОБЫТИЯ. АКЦЕНТ» 13.10 «КАБИНЕТ МИНИСТРОВ» 14.05 ДОКУМ. ФИЛЬМ 15.05 «ПРЯМАЯ ЛИНИЯ. ЗДОРОВЬЕ» 16.05 Т/С «ВОРОТИЛЫ», 2 С. 17.10 «ВЕСТНИК ЕВРАЗИЙСКОЙ МОЛОДЕЖИ» 17.30 «ГУРМЭ» 18.10 «ВСЕ О ЖКХ» 18.30 «ПРЯМАЯ ЛИНИЯ. ПРАВО» 19.15 «ВЫБОРЫ-2011» 20.00, 23.00, 04.40 «СОБЫТИЯ. ИТОГИ» 20.40, 02.40, 04.20 «ПАТРУЛЬНЫЙ УЧАСТОК» 21.00, 03.20 «НОВОСТИ ТАУ 22.00 Т/С «ВОРОТИЛЫ», 3 С. 23.40 БАСКЕТБОЛ. «УГМК» - «ЛОТОС» (ПОЛЬША) 02.10 «СОБЫТИЯ УРФО»: [1334, 1227, 1490, 1629]
- channel-block: [990, 1194, 1147, 1605]
- channel-name: РОССИЯ: [705, 172, 774, 190]
- channel-logo-icon: ОТВ: [1381, 170, 1406, 192]
- channel-listings: 6.00 МУЛЬТФИЛЬМЫ 7.30 НАСТЯ МЕЛОЧЕЙ 8.30 ГРЯЗНЫЕ ДЕНЬГИ 9.00 САМОЕ СМЕШНОЕ ВИДЕО 9.30 Х/Ф «ГОЛУБАЯ СТРЕЛА» 11.30, 17.30, 20.30 «С.У.П.» 12.30 «СМЕШНО ДО БОЛИ» 13.00 «МАМА В ЗАКОНЕ» 14.30 «ЗА СЕКУНДУ ДО КАТАСТРОФЫ» 15.30, 19.30, 23.00 «УЛЕТНОЕ ВИДЕО» 16.00 ДОРОЖНЫЕ ВОЙНЫ 16.30 «ВНЕ ЗАКОНА» 18.30 «ДЕНЬ» 20.00 ДОРОЖНЫЕ ВОЙНЫ 21.00 «АВИАКАТАСТРОФЫ» 22.00 «МАМА В ЗАКОНЕ» 23.30 ДОРОЖНЫЕ ВОЙНЫ 00.00 «ГОЛЫЕ И СМЕШНЫЕ» 00.30 «КОГДА МАМА УСНУЛА» 01.30 Х/Ф «ГОЛУБАЯ СТРЕЛА» 03.25 Т/С «ЗАКОН И ПОРЯДОК» 03.40 Х/Ф «МАЛЕНЬКИЕ ЧЕЛОВЕЧКИ БОЛЬШЕВИСТСКОГО ПЕРЕУЛКА» 04.20 Х/Ф «ПРОЩЕНИЕ»: [990, 676, 1146, 1015]
- channel-block: [990, 167, 1147, 565]
- channel-listings: 6.00, 7.00 МУЛЬТФИЛЬМЫ 6.30 Т/С «ТРЕТЬЯ ПЛАНЕТА ОТ СОЛНЦА» 7.30 «РЕБЯТАМ О ЗВЕРЯТАХ» 8.00 Т/С «ЗЕНА - КОРОЛЕВА ВОИНОВ» 9.00, 16.00 Т/С «НЕРАЗГАДАННЫЙ МИР» 10.00 КАК ЭТО СДЕЛАНО 10.30 Т/С «КУКОЛЬНЫЙ ДОМ» 11.30, 18.00 Т/С «МОЯ ЛЮБИМАЯ ВЕДЬМА» 12.00, 19.00 Т/С «КАРАМЕЛЬ» 13.00, 21.00 «ТАЙНЫЕ ЗНАКИ» 14.00, 20.00 Т/С «КАСЛ» 15.00, 23.45 Т/С «ПРИТВОРЩИК» 17.00 Т/С «КУКОЛЬНЫЙ ДОМ» 22.00 Х/Ф «БОГОСЛОВ» 00.45 ПОКЕР ДУЭЛЬ 01.45 Х/Ф «ПОХИТИТЕЛИ ТЕЛ» 03.30 Т/С «ОСТАТЬСЯ В ЖИВЫХ» 04.30 ДОКУМ. ФИЛЬМ: [1334, 676, 1492, 952]
- channel-block: [130, 1657, 287, 2004]
- channel-header: [1334, 1657, 1492, 1686]
- section-title: ТВ-программа: [176, 97, 522, 155]
- channel-block: [1334, 643, 1492, 953]
- channel-logo-icon: 4: [337, 647, 361, 669]
- channel-name: ОТВ: [1411, 172, 1444, 190]
- day-title-wednesday: среда 30 ноября: [679, 1145, 951, 1183]
